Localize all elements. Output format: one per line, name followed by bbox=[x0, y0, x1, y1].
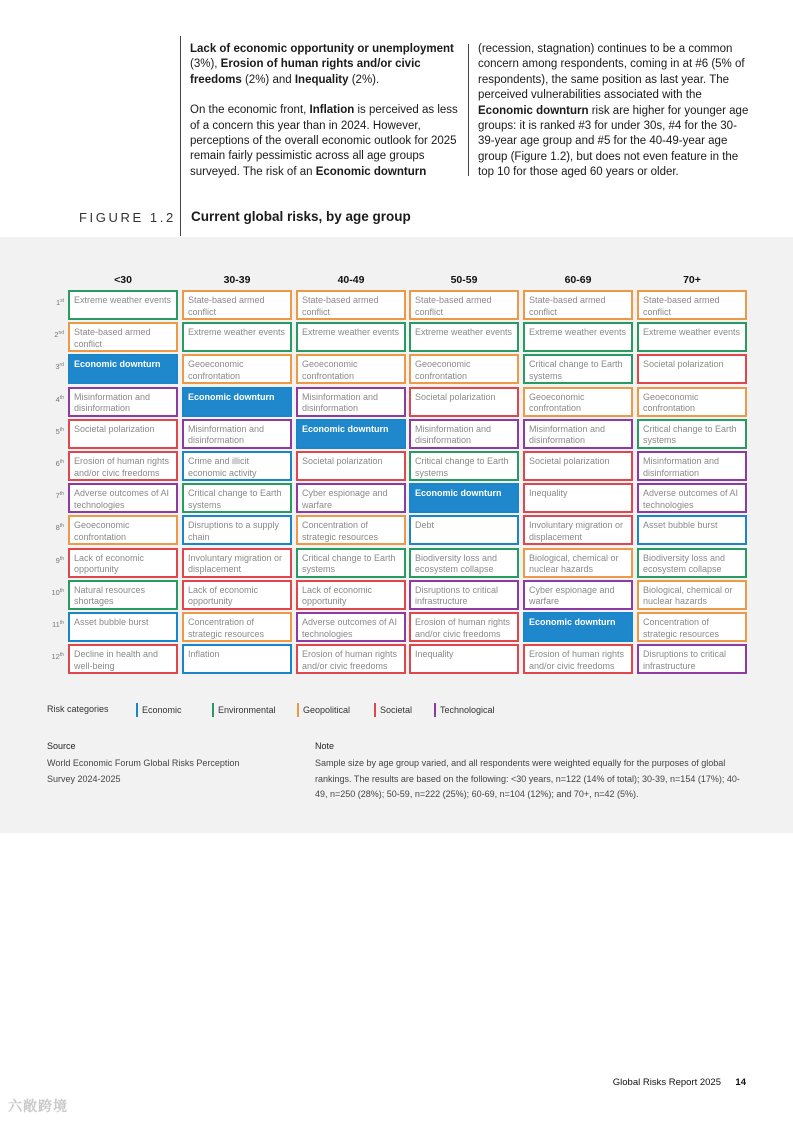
page-number: 14 bbox=[735, 1077, 746, 1088]
risk-cell: Natural resources shortages bbox=[68, 580, 178, 610]
watermark: 六敞跨境 bbox=[8, 1098, 68, 1114]
risk-cell: State-based armed conflict bbox=[296, 290, 406, 320]
risk-cell: Biological, chemical or nuclear hazards bbox=[523, 548, 633, 578]
risk-cell: Biological, chemical or nuclear hazards bbox=[637, 580, 747, 610]
risk-cell: Biodiversity loss and ecosystem collapse bbox=[409, 548, 519, 578]
risk-cell: Geoeconomic confrontation bbox=[182, 354, 292, 384]
risk-cell: Erosion of human rights and/or civic freedoms bbox=[68, 451, 178, 481]
risk-cell: Economic downturn bbox=[68, 354, 178, 384]
rank-suffix: st bbox=[60, 298, 64, 304]
risk-cell: Lack of economic opportunity bbox=[68, 548, 178, 578]
risk-cell: State-based armed conflict bbox=[409, 290, 519, 320]
risk-cell: Concentration of strategic resources bbox=[296, 515, 406, 545]
legend-swatch bbox=[212, 703, 214, 717]
footer-report-title: Global Risks Report 2025 bbox=[612, 1077, 721, 1088]
risk-cell: Disruptions to critical infrastructure bbox=[409, 580, 519, 610]
legend-item-geopolitical bbox=[297, 703, 350, 717]
note-text: Sample size by age group varied, and all respondents were weighted equally for the purposes of global rankings. The results are based on the following: <30 years, n=122 (14% of total); 30-39, n=154 (17%); 40-49, n=250 (28%); 50-59, n=222 (25%); 60-69, n=104 (12%); and 70+, n=42 (5%). bbox=[315, 758, 740, 799]
risk-cell: Critical change to Earth systems bbox=[523, 354, 633, 384]
rank-suffix: th bbox=[59, 394, 64, 401]
legend-label: Environmental bbox=[218, 705, 276, 715]
risk-cell: Asset bubble burst bbox=[637, 515, 747, 545]
risk-ranking-table bbox=[0, 237, 793, 687]
risk-cell: Lack of economic opportunity bbox=[182, 580, 292, 610]
risk-cell: Inequality bbox=[523, 483, 633, 513]
risk-cell: Misinformation and disinformation bbox=[68, 387, 178, 417]
risk-cell: Geoeconomic confrontation bbox=[637, 387, 747, 417]
rank-label bbox=[38, 459, 64, 468]
risk-cell: Lack of economic opportunity bbox=[296, 580, 406, 610]
risk-cell: Decline in health and well-being bbox=[68, 644, 178, 674]
rank-number: 6 bbox=[55, 459, 60, 468]
text-run: is perceived as less of a concern this year than in 2024. However, perceptions of the overall economic outlook for 2025 remain fairly pessimistic across all age groups surveyed. The risk of an bbox=[190, 104, 458, 178]
rank-number: 9 bbox=[55, 555, 60, 565]
age-group-header: <30 bbox=[114, 274, 132, 286]
figure-divider bbox=[180, 36, 181, 236]
risk-cell: Erosion of human rights and/or civic freedoms bbox=[296, 644, 406, 674]
risk-cell: Economic downturn bbox=[182, 387, 292, 417]
risk-cell: State-based armed conflict bbox=[523, 290, 633, 320]
risk-cell: Erosion of human rights and/or civic freedoms bbox=[523, 644, 633, 674]
risk-cell: State-based armed conflict bbox=[68, 322, 178, 352]
bold-text: Inequality bbox=[294, 73, 349, 86]
source-title: Source bbox=[47, 741, 76, 751]
risk-cell: Societal polarization bbox=[409, 387, 519, 417]
rank-label bbox=[38, 298, 64, 307]
rank-number: 10 bbox=[51, 587, 60, 597]
rank-suffix: th bbox=[59, 620, 64, 626]
legend-label: Technological bbox=[440, 705, 495, 715]
legend-item-technological bbox=[434, 703, 495, 717]
risk-cell: Concentration of strategic resources bbox=[637, 612, 747, 642]
legend-title: Risk categories bbox=[47, 704, 109, 714]
risk-cell: Economic downturn bbox=[409, 483, 519, 513]
age-group-header: 50-59 bbox=[450, 274, 478, 286]
risk-cell: Inequality bbox=[409, 644, 519, 674]
left-paragraph bbox=[190, 103, 464, 180]
rank-label bbox=[38, 588, 64, 597]
rank-suffix: th bbox=[59, 523, 64, 530]
rank-number: 11 bbox=[52, 620, 60, 629]
rank-label bbox=[38, 491, 64, 500]
risk-cell: Concentration of strategic resources bbox=[182, 612, 292, 642]
rank-label bbox=[38, 395, 64, 404]
rank-suffix: rd bbox=[59, 362, 64, 369]
risk-cell: Critical change to Earth systems bbox=[296, 548, 406, 578]
risk-cell: Extreme weather events bbox=[409, 322, 519, 352]
legend-item-societal bbox=[374, 703, 412, 717]
risk-cell: Geoeconomic confrontation bbox=[296, 354, 406, 384]
rank-suffix: th bbox=[59, 491, 64, 498]
risk-cell: Geoeconomic confrontation bbox=[523, 387, 633, 417]
risk-cell: Involuntary migration or displacement bbox=[182, 548, 292, 578]
risk-cell: Cyber espionage and warfare bbox=[296, 483, 406, 513]
legend-item-economic bbox=[136, 703, 182, 717]
rank-number: 8 bbox=[55, 523, 60, 533]
risk-cell: Extreme weather events bbox=[296, 322, 406, 352]
figure-title: Current global risks, by age group bbox=[191, 209, 411, 224]
risk-cell: Biodiversity loss and ecosystem collapse bbox=[637, 548, 747, 578]
risk-cell: Crime and illicit economic activity bbox=[182, 451, 292, 481]
left-paragraph bbox=[190, 42, 464, 88]
rank-suffix: th bbox=[59, 587, 64, 594]
source-text: World Economic Forum Global Risks Perception Survey 2024-2025 bbox=[47, 758, 240, 784]
rank-label bbox=[38, 427, 64, 436]
risk-cell: Disruptions to critical infrastructure bbox=[637, 644, 747, 674]
rank-number: 2 bbox=[54, 330, 59, 340]
risk-cell: Misinformation and disinformation bbox=[296, 387, 406, 417]
bold-text: Economic downturn bbox=[315, 165, 427, 178]
rank-number: 1 bbox=[55, 298, 61, 307]
bold-text: Economic downturn bbox=[478, 104, 589, 117]
risk-cell: Societal polarization bbox=[637, 354, 747, 384]
risk-cell: Misinformation and disinformation bbox=[409, 419, 519, 449]
legend-label: Geopolitical bbox=[303, 705, 351, 715]
rank-suffix: th bbox=[59, 459, 64, 465]
rank-number: 12 bbox=[51, 652, 60, 662]
legend-swatch bbox=[434, 703, 436, 717]
risk-cell: Asset bubble burst bbox=[68, 612, 178, 642]
text-run: On the economic front, bbox=[190, 104, 310, 117]
legend-label: Societal bbox=[380, 705, 413, 715]
rank-label bbox=[38, 620, 64, 629]
risk-cell: Societal polarization bbox=[296, 451, 406, 481]
text-run: risk are higher for younger age groups: it is ranked #3 for under 30s, #4 for the 30-39-year age group and #5 for the 40-49-year age group (Figure 1.2), but does not even feature in the top 10 for those aged 60 years or older. bbox=[478, 104, 749, 179]
legend-swatch bbox=[374, 703, 376, 717]
risk-cell: Adverse outcomes of AI technologies bbox=[637, 483, 747, 513]
rank-suffix: th bbox=[59, 555, 64, 562]
rank-label bbox=[38, 556, 64, 565]
risk-cell: Extreme weather events bbox=[637, 322, 747, 352]
rank-label bbox=[38, 652, 64, 661]
risk-cell: Cyber espionage and warfare bbox=[523, 580, 633, 610]
risk-cell: Economic downturn bbox=[296, 419, 406, 449]
risk-cell: Economic downturn bbox=[523, 612, 633, 642]
legend-item-environmental bbox=[212, 703, 276, 717]
text-run: (2%) and bbox=[241, 73, 295, 86]
risk-cell: Erosion of human rights and/or civic freedoms bbox=[409, 612, 519, 642]
rank-label bbox=[38, 523, 64, 532]
rank-number: 5 bbox=[55, 426, 60, 436]
body-column-left bbox=[190, 42, 464, 180]
rank-label bbox=[38, 330, 64, 339]
risk-cell: Critical change to Earth systems bbox=[409, 451, 519, 481]
column-divider bbox=[468, 44, 469, 176]
risk-cell: Debt bbox=[409, 515, 519, 545]
note-title: Note bbox=[315, 741, 335, 751]
risk-cell: Disruptions to a supply chain bbox=[182, 515, 292, 545]
bold-text: Inflation bbox=[309, 104, 355, 117]
risk-cell: Extreme weather events bbox=[68, 290, 178, 320]
risk-cell: State-based armed conflict bbox=[637, 290, 747, 320]
figure-panel bbox=[0, 237, 793, 833]
rank-number: 7 bbox=[55, 491, 60, 501]
age-group-header: 30-39 bbox=[223, 274, 251, 286]
bold-text: Lack of economic opportunity or unemployment bbox=[190, 43, 454, 55]
risk-cell: Extreme weather events bbox=[182, 322, 292, 352]
risk-cell: Involuntary migration or displacement bbox=[523, 515, 633, 545]
legend-swatch bbox=[297, 703, 299, 717]
age-group-header: 40-49 bbox=[337, 274, 365, 286]
risk-cell: Inflation bbox=[182, 644, 292, 674]
text-run: (recession, stagnation) continues to be a common concern among respondents, coming in at #6 (5% of respondents), the same position as last year. The perceived vulnerabilities associated with the bbox=[478, 43, 745, 102]
rank-suffix: th bbox=[59, 426, 64, 433]
risk-cell: Misinformation and disinformation bbox=[523, 419, 633, 449]
rank-suffix: nd bbox=[58, 330, 64, 337]
risk-cell: Misinformation and disinformation bbox=[182, 419, 292, 449]
risk-cell: State-based armed conflict bbox=[182, 290, 292, 320]
risk-cell: Misinformation and disinformation bbox=[637, 451, 747, 481]
risk-cell: Geoeconomic confrontation bbox=[409, 354, 519, 384]
risk-cell: Societal polarization bbox=[523, 451, 633, 481]
risk-cell: Critical change to Earth systems bbox=[637, 419, 747, 449]
rank-label bbox=[38, 362, 64, 371]
legend-label: Economic bbox=[142, 705, 182, 715]
rank-suffix: th bbox=[59, 652, 64, 659]
legend-swatch bbox=[136, 703, 138, 717]
risk-cell: Geoeconomic confrontation bbox=[68, 515, 178, 545]
text-run: (2%). bbox=[348, 73, 380, 86]
bold-text: Erosion of human rights and/or civic freedoms bbox=[190, 58, 421, 86]
rank-number: 3 bbox=[55, 362, 60, 372]
risk-cell: Critical change to Earth systems bbox=[182, 483, 292, 513]
figure-label: FIGURE 1.2 bbox=[79, 210, 176, 225]
risk-cell: Societal polarization bbox=[68, 419, 178, 449]
body-column-right bbox=[478, 42, 753, 181]
risk-cell: Adverse outcomes of AI technologies bbox=[296, 612, 406, 642]
right-paragraph bbox=[478, 42, 753, 181]
age-group-header: 60-69 bbox=[564, 274, 592, 286]
risk-cell: Extreme weather events bbox=[523, 322, 633, 352]
rank-number: 4 bbox=[55, 394, 60, 404]
risk-cell: Adverse outcomes of AI technologies bbox=[68, 483, 178, 513]
age-group-header: 70+ bbox=[683, 274, 701, 286]
text-run: (3%), bbox=[190, 58, 221, 71]
